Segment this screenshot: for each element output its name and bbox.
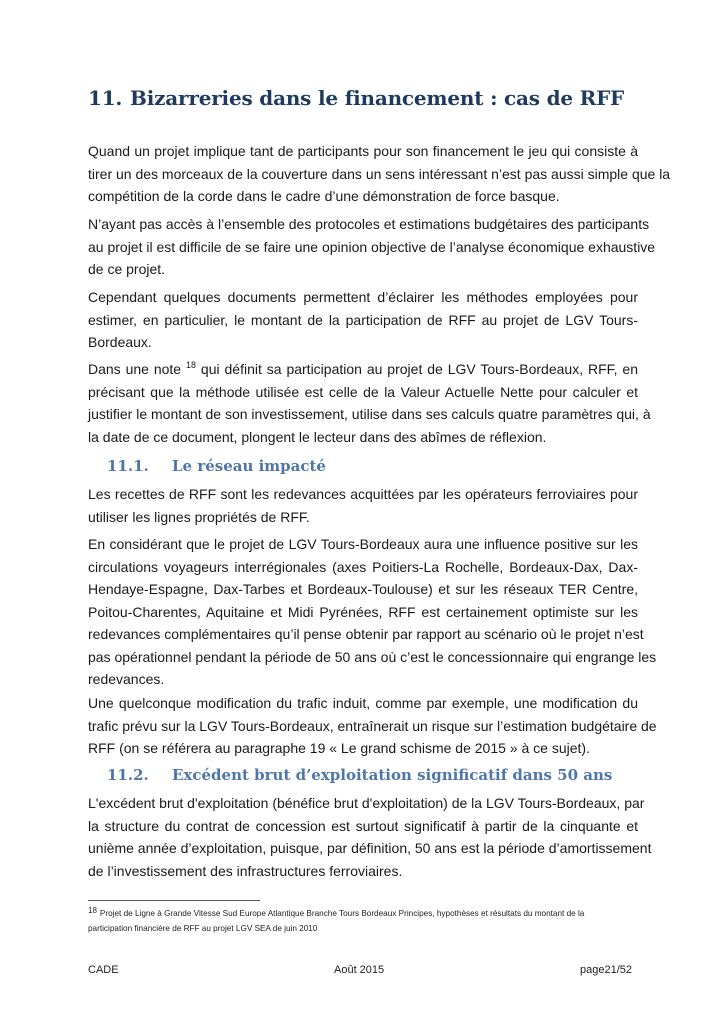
footnote-number: 18	[88, 906, 97, 915]
section-heading-11	[88, 86, 624, 110]
footnote-line: participation financière de RFF au projet LGV SEA de juin 2010	[88, 924, 318, 933]
text-line: utiliser les lignes propriétés de RFF.	[88, 508, 310, 525]
text-line: la date de ce document, plongent le lecteur dans des abîmes de réflexion.	[88, 428, 547, 445]
text-line: tirer un des morceaux de la couverture dans un sens intéressant n’est pas aussi simple que la	[88, 165, 671, 182]
text-line: N’ayant pas accès à l’ensemble des protocoles et estimations budgétaires des participants	[88, 216, 650, 232]
text-line: trafic prévu sur la LGV Tours-Bordeaux, entraînerait un risque sur l’estimation budgétaire de	[88, 717, 657, 734]
paragraph-intro-2	[88, 213, 656, 281]
paragraph-11-1-1	[88, 483, 638, 528]
paragraph-11-1-2	[88, 533, 657, 691]
text-line: RFF (on se référera au paragraphe 19 « Le grand schisme de 2015 » à ce sujet).	[88, 740, 590, 756]
section-number: 11.1.	[107, 457, 149, 475]
section-title: Le réseau impacté	[172, 457, 326, 475]
text-line: L'excédent brut d'exploitation (bénéfice brut d'exploitation) de la LGV Tours-Bordeaux, par	[88, 795, 645, 811]
text-line: compétition de la corde dans le cadre d’une démonstration de force basque.	[88, 188, 560, 204]
footnote-separator	[88, 900, 260, 901]
section-title: Bizarreries dans le financement : cas de RFF	[130, 86, 625, 110]
text-line: Hendaye-Espagne, Dax-Tarbes et Bordeaux-Toulouse) et sur les réseaux TER Centre,	[88, 581, 638, 597]
text-line: Quand un projet implique tant de participants pour son financement le jeu qui consiste à	[88, 143, 638, 159]
section-number: 11.2.	[107, 766, 149, 784]
text-line: la structure du contrat de concession est surtout significatif à partir de la cinquante et	[88, 817, 638, 834]
text-line: Cependant quelques documents permettent d’éclairer les méthodes employées pour	[88, 289, 638, 305]
section-number: 11.	[88, 86, 123, 110]
text-line: estimer, en particulier, le montant de la participation de RFF au projet de LGV Tours-	[88, 311, 638, 328]
text-line: redevances.	[88, 671, 165, 687]
text-line: circulations voyageurs interrégionales (axes Poitiers-La Rochelle, Bordeaux-Dax, Dax-	[88, 558, 638, 575]
paragraph-intro-3	[88, 286, 638, 354]
paragraph-intro-4	[88, 358, 651, 448]
footer-page-number: page21/52	[580, 964, 632, 976]
text-fragment: Dans une note	[88, 361, 182, 377]
text-fragment: qui définit sa participation au projet de LGV Tours-Bordeaux, RFF, en	[200, 361, 639, 377]
footnote	[88, 906, 648, 936]
paragraph-intro-1	[88, 140, 671, 208]
text-line: Bordeaux.	[88, 334, 152, 350]
text-line: de ce projet.	[88, 261, 166, 277]
footer-author: CADE	[88, 964, 119, 976]
paragraph-11-1-3	[88, 692, 657, 760]
text-line: de l’investissement des infrastructures ferroviaires.	[88, 862, 403, 879]
text-line: précisant que la méthode utilisée est celle de la Valeur Actuelle Nette pour calculer et	[88, 383, 638, 400]
section-title: Excédent brut d’exploitation significatif dans 50 ans	[172, 766, 613, 784]
footer-date: Août 2015	[334, 964, 385, 976]
text-line: justifier le montant de son investissement, utilise dans ses calculs quatre paramètres qui, à	[88, 406, 651, 422]
text-line: Poitou-Charentes, Aquitaine et Midi Pyrénées, RFF est certainement optimiste sur les	[88, 603, 638, 620]
section-heading-11-2	[107, 766, 612, 784]
text-line: Une quelconque modification du trafic induit, comme par exemple, une modification du	[88, 695, 638, 711]
text-line: unième année d’exploitation, puisque, par définition, 50 ans est la période d’amortissement	[88, 840, 652, 856]
footnote-line	[88, 906, 648, 921]
text-line	[88, 358, 638, 381]
text-line: En considérant que le projet de LGV Tours-Bordeaux aura une influence positive sur les	[88, 536, 638, 552]
text-line: redevances complémentaires qu’il pense obtenir par rapport au scénario où le projet n’est	[88, 626, 644, 642]
footnote-reference[interactable]: 18	[186, 360, 197, 370]
paragraph-11-2-1	[88, 792, 652, 882]
section-heading-11-1	[107, 457, 326, 475]
footnote-text: Projet de Ligne à Grande Vitesse Sud Europe Atlantique Branche Tours Bordeaux Principes, hypothèses et résultats du montant de la	[99, 909, 585, 918]
text-line: pas opérationnel pendant la période de 50 ans où c’est le concessionnaire qui engrange les	[88, 648, 657, 665]
text-line: au projet il est difficile de se faire une opinion objective de l’analyse économique exhaustive	[88, 238, 656, 255]
text-line: Les recettes de RFF sont les redevances acquittées par les opérateurs ferroviaires pour	[88, 486, 638, 502]
